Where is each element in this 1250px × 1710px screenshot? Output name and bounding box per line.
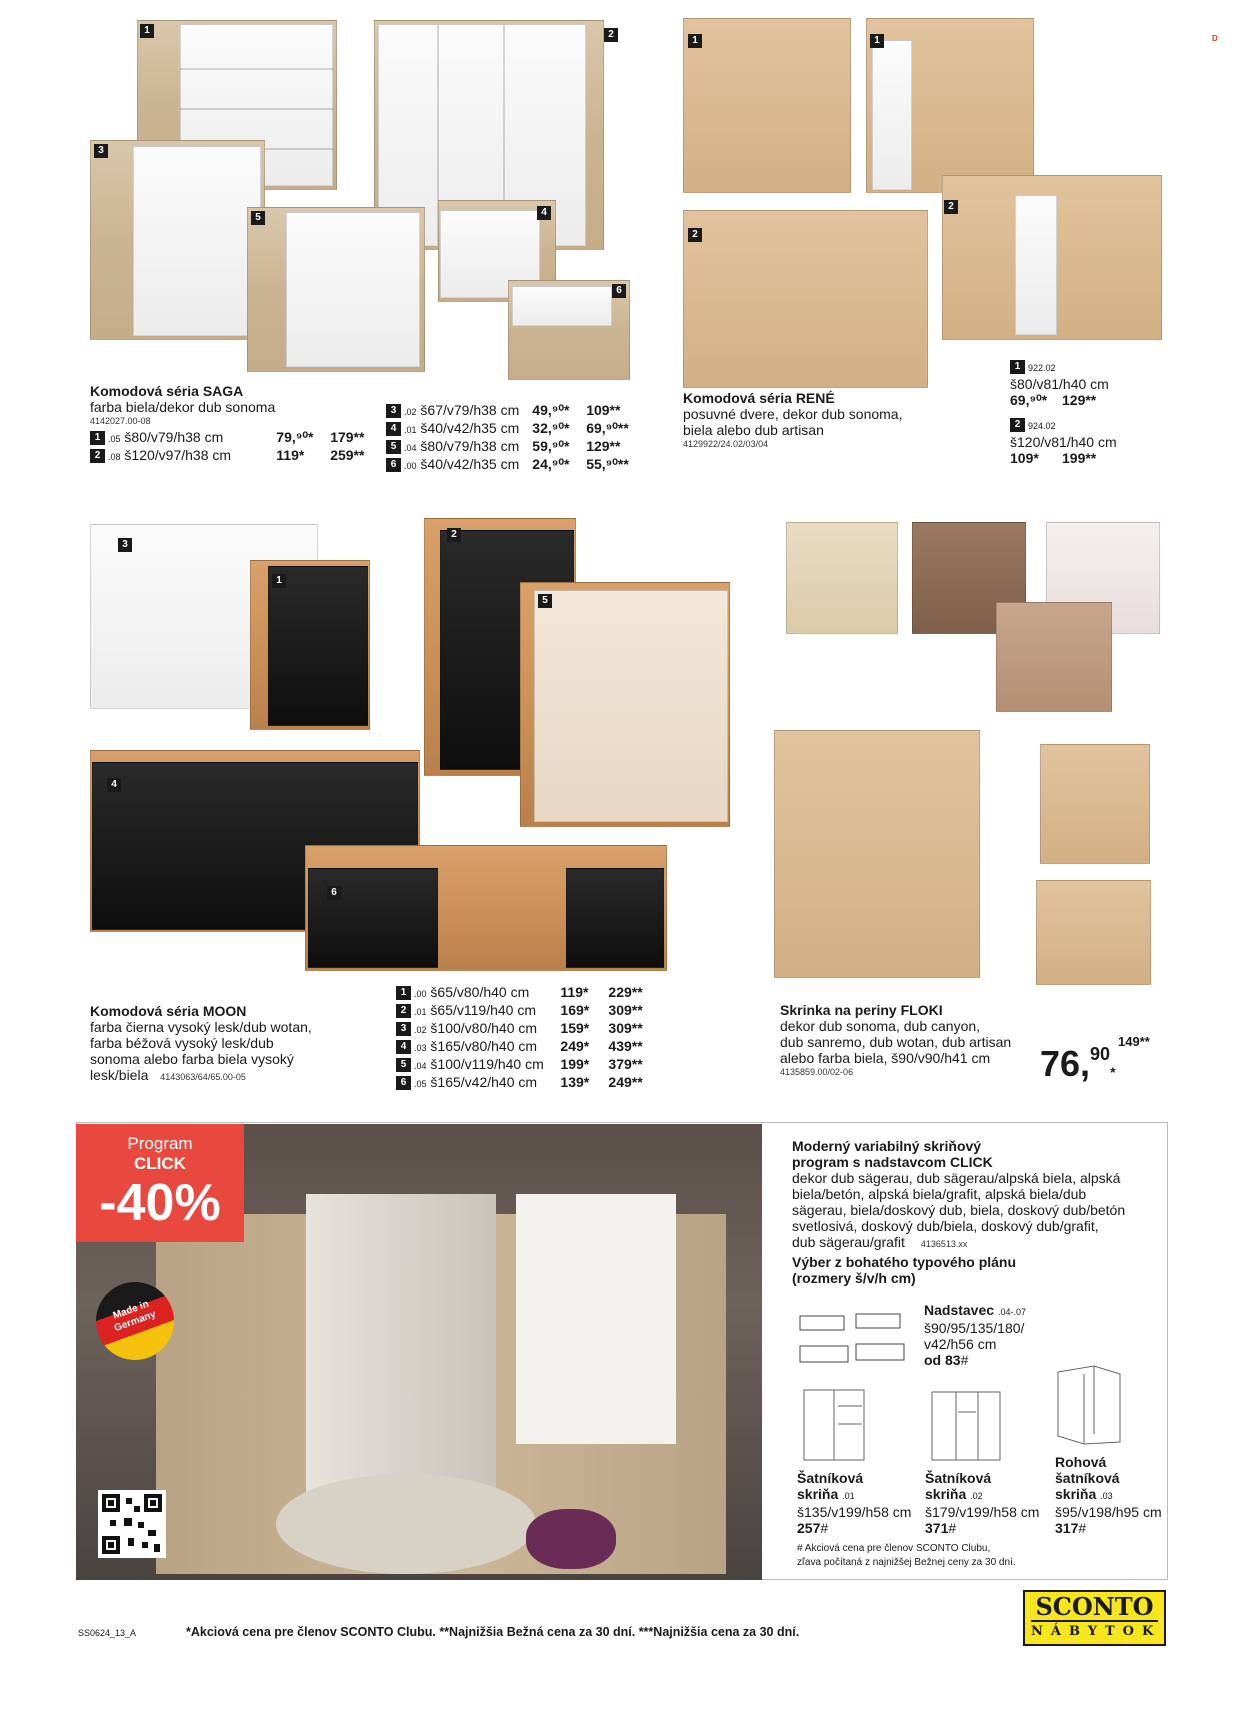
floki-price: 76,90* <box>1040 1043 1116 1084</box>
logo-top: SCONTO <box>1035 1592 1154 1621</box>
promo-discount: -40% <box>99 1174 221 1232</box>
nadstavec-info: Nadstavec .04-.07 š90/95/135/180/ v42/h56 cm od 83# <box>924 1302 1026 1368</box>
moon-row-2: 2 .01 š65/v119/h40 cm 169* 309** <box>396 1002 676 1020</box>
saga-row-4: 4 .01 š40/v42/h35 cm 32,⁹⁰* 69,⁹⁰** <box>386 420 636 438</box>
saga-code: 4142027.00-08 <box>90 416 151 426</box>
click-desc-3: sägerau, biela/doskový dub, biela, doskový dub/betón <box>792 1202 1126 1218</box>
moon-desc-4: lesk/biela 4143063/64/65.00-05 <box>90 1067 246 1083</box>
saga-tag-4: 4 <box>537 206 551 220</box>
rene-code: 4129922/24.02/03/04 <box>683 439 769 449</box>
moon-row-6: 6 .05 š165/v42/h40 cm 139* 249** <box>396 1074 676 1092</box>
rene-tag-2b: 2 <box>944 200 958 214</box>
rene-tag-1b: 1 <box>870 34 884 48</box>
moon-desc-1: farba čierna vysoký lesk/dub wotan, <box>90 1019 312 1035</box>
moon-row-5: 5 .04 š100/v119/h40 cm 199* 379** <box>396 1056 676 1074</box>
logo-bottom: NÁBYTOK <box>1031 1620 1158 1642</box>
saga-tag-1: 1 <box>140 24 154 38</box>
moon-row-1: 1 .00 š65/v80/h40 cm 119* 229** <box>396 984 676 1002</box>
rene-info <box>683 390 983 450</box>
corner-marker: D <box>1212 34 1218 43</box>
moon-rows <box>396 984 676 1092</box>
saga-tag-2: 2 <box>604 28 618 42</box>
saga-desc: farba biela/dekor dub sonoma <box>90 399 276 415</box>
moon-desc-2: farba béžová vysoký lesk/dub <box>90 1035 274 1051</box>
saga-tag-5: 5 <box>251 211 265 225</box>
saga-row-3: 3 .02 š67/v79/h38 cm 49,⁹⁰* 109** <box>386 402 636 420</box>
wardrobe-info-2: Šatníková skriňa .02 š179/v199/h58 cm 371# <box>925 1470 1040 1536</box>
saga-tag-6: 6 <box>612 284 626 298</box>
moon-row-3: 3 .02 š100/v80/h40 cm 159* 309** <box>396 1020 676 1038</box>
saga-row-6: 6 .00 š40/v42/h35 cm 24,⁹⁰* 55,⁹⁰** <box>386 456 636 474</box>
wardrobe-icon-2 <box>928 1388 1004 1462</box>
click-info <box>792 1138 1162 1286</box>
click-choice-2: (rozmery š/v/h cm) <box>792 1270 916 1286</box>
click-desc-1: dekor dub sägerau, dub sägerau/alpská biela, alpská <box>792 1170 1121 1186</box>
floki-desc-2: dub sanremo, dub wotan, dub artisan <box>780 1034 1012 1050</box>
click-choice-1: Výber z bohatého typového plánu <box>792 1254 1017 1270</box>
click-desc-4: svetlosivá, doskový dub/biela, doskový dub/grafit, <box>792 1218 1099 1234</box>
floki-orig-price: 149** <box>1118 1034 1150 1049</box>
rene-desc-2: biela alebo dub artisan <box>683 422 824 438</box>
sconto-logo[interactable] <box>1023 1590 1166 1646</box>
footer-code: SS0624_13_A <box>78 1628 137 1638</box>
saga-title: Komodová séria SAGA <box>90 383 244 399</box>
click-desc-5: dub sägerau/grafit 4136513.xx <box>792 1234 968 1250</box>
floki-desc-1: dekor dub sonoma, dub canyon, <box>780 1018 981 1034</box>
moon-desc-3: sonoma alebo farba biela vysoký <box>90 1051 294 1067</box>
moon-tag-2: 2 <box>447 528 461 542</box>
nadstavec-icon <box>796 1310 906 1370</box>
rene-desc-1: posuvné dvere, dekor dub sonoma, <box>683 406 903 422</box>
promo-line-1: Program <box>127 1134 193 1153</box>
rene-item-2: 2 924.02 š120/v81/h40 cm 109* 199** <box>1010 419 1117 466</box>
moon-tag-1: 1 <box>272 574 286 588</box>
moon-tag-3: 3 <box>118 538 132 552</box>
saga-row-1: 1 .05 š80/v79/h38 cm 79,⁹⁰* 179** <box>90 429 390 447</box>
click-desc-2: biela/betón, alpská biela/grafit, alpská biela/dub <box>792 1186 1087 1202</box>
wardrobe-icon-1 <box>800 1384 870 1462</box>
saga-row-5: 5 .04 š80/v79/h38 cm 59,⁹⁰* 129** <box>386 438 636 456</box>
moon-tag-4: 4 <box>107 778 121 792</box>
saga-row-2: 2 .08 š120/v97/h38 cm 119* 259** <box>90 447 390 465</box>
rene-title: Komodová séria RENÉ <box>683 390 835 406</box>
click-promo-badge <box>76 1124 244 1242</box>
made-in-germany-badge: Made in Germany <box>85 1271 185 1371</box>
wardrobe-icon-3 <box>1054 1364 1124 1446</box>
floki-desc-3: alebo farba biela, š90/v90/h41 cm <box>780 1050 991 1066</box>
floki-info <box>780 1002 1050 1078</box>
footer-note: *Akciová cena pre členov SCONTO Clubu. **Najnižšia Bežná cena za 30 dní. ***Najnižšia cena za 30 dní. <box>186 1625 800 1639</box>
wardrobe-info-3: Rohová šatníková skriňa .03 š95/v198/h95 cm 317# <box>1055 1454 1162 1536</box>
rene-item-1: 1 922.02 š80/v81/h40 cm 69,⁹⁰* 129** <box>1010 361 1109 408</box>
moon-tag-6: 6 <box>327 886 341 900</box>
rene-tag-1a: 1 <box>688 34 702 48</box>
rene-tag-2a: 2 <box>688 228 702 242</box>
qr-code[interactable] <box>98 1490 166 1558</box>
moon-row-4: 4 .03 š165/v80/h40 cm 249* 439** <box>396 1038 676 1056</box>
moon-title: Komodová séria MOON <box>90 1003 247 1019</box>
floki-title: Skrinka na periny FLOKI <box>780 1002 943 1018</box>
moon-code: 4143063/64/65.00-05 <box>160 1072 246 1082</box>
floki-code: 4135859.00/02-06 <box>780 1067 854 1077</box>
click-code: 4136513.xx <box>920 1239 968 1249</box>
click-title-2: program s nadstavcom CLICK <box>792 1154 993 1170</box>
saga-info <box>90 383 390 465</box>
promo-line-2: CLICK <box>134 1154 186 1173</box>
wardrobe-info-1: Šatníková skriňa .01 š135/v199/h58 cm 257# <box>797 1470 912 1536</box>
saga-rows-right <box>386 402 636 474</box>
click-title-1: Moderný variabilný skriňový <box>792 1138 982 1154</box>
moon-tag-5: 5 <box>538 594 552 608</box>
saga-tag-3: 3 <box>94 144 108 158</box>
moon-info <box>90 1003 390 1083</box>
click-note: # Akciová cena pre členov SCONTO Clubu, zľava počítaná z najnižšej Bežnej ceny za 30 dní. <box>797 1543 1016 1568</box>
